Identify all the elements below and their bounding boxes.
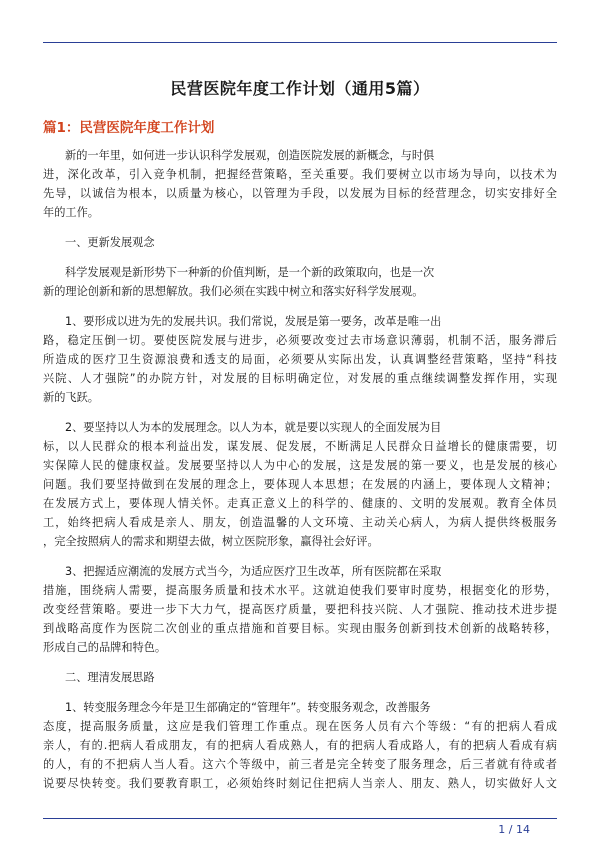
text-line: 工，始终把病人看成是亲人、朋友，创造温馨的人文环境、主动关心病人，为病人提供终极服务	[43, 516, 557, 529]
text-line: 措施，围绕病人需要，提高服务质量和技术水平。这就迫使我们要审时度势，根据变化的形势，	[43, 584, 557, 597]
text-line: 2、要坚持以人为本的发展理念。以人为本，就是要以实现人的全面发展为目	[65, 421, 442, 434]
text-line: 实保障人民的健康权益。发展要坚持以人为中心的发展，这是发展的第一要义，也是发展的核心	[43, 459, 557, 472]
text-line: 先导，以诚信为根本，以质量为核心，以管理为手段，以发展为目标的经营理念，切实安排好全	[43, 187, 557, 200]
text-line: 亲人，有的.把病人看成朋友，有的把病人看成熟人，有的把病人看成路人，有的把病人看成有病	[43, 739, 557, 752]
text-line: 形成自己的品牌和特色。	[43, 641, 167, 654]
text-line: 在发展方式上，要体现人情关怀。走真正意义上的科学的、健康的、文明的发展观。教育全体员	[43, 497, 557, 510]
page-number: 1 / 14	[498, 823, 530, 836]
text-line: 3、把握适应潮流的发展方式当今，为适应医疗卫生改革，所有医院都在采取	[65, 565, 442, 578]
text-line: ，完全按照病人的需求和期望去做，树立医院形象，赢得社会好评。	[43, 535, 379, 548]
section-heading: 篇1：民营医院年度工作计划	[43, 120, 215, 136]
text-line: 进，深化改革，引入竞争机制，把握经营策略，至关重要。我们要树立以市场为导向，以技术为	[43, 168, 557, 181]
header-rule	[43, 42, 557, 43]
text-line: 问题。我们要坚持做到在发展的理念上，要体现人本思想；在发展的内涵上，要体现人文精神；	[43, 478, 557, 491]
text-line: 说要尽快转变。我们要教育职工，必须始终时刻记住把病人当亲人、朋友、熟人，切实做好人文	[43, 777, 557, 790]
text-line: 1、转变服务理念今年是卫生部确定的“管理年”。转变服务观念，改善服务	[65, 701, 431, 714]
sub-heading-text: 一、更新发展观念	[65, 236, 155, 249]
document-body	[43, 146, 557, 793]
text-line: 标，以人民群众的根本利益出发，谋发展、促发展，不断满足人民群众日益增长的健康需要，切	[43, 440, 557, 453]
text-line: 所造成的医疗卫生资源浪费和透支的局面，必须要从实际出发，认真调整经营策略，坚持“科技	[43, 353, 557, 366]
text-line: 1、要形成以进为先的发展共识。我们常说，发展是第一要务，改革是唯一出	[65, 315, 442, 328]
text-line: 新的一年里，如何进一步认识科学发展观，创造医院发展的新概念，与时俱	[65, 149, 435, 162]
footer-rule	[43, 818, 557, 819]
text-line: 的人，有的不把病人当人看。这六个等级中，前三者是完全转变了服务理念，后三者就有待或者	[43, 758, 557, 771]
text-line: 科学发展观是新形势下一种新的价值判断，是一个新的政策取向，也是一次	[65, 266, 435, 279]
sub-heading	[43, 668, 557, 687]
text-line: 新的飞跃。	[43, 391, 99, 404]
sub-heading-text: 二、理清发展思路	[65, 671, 155, 684]
text-line: 年的工作。	[43, 206, 99, 219]
paragraph	[43, 562, 557, 657]
text-line: 改变经营策略。要进一步下大力气，提高医疗质量，要把科技兴院、人才强院、推动技术进步提	[43, 603, 557, 616]
paragraph	[43, 698, 557, 793]
paragraph	[43, 263, 557, 301]
text-line: 态度，提高服务质量，这应是我们管理工作重点。现在医务人员有六个等级：“有的把病人看成	[43, 720, 557, 733]
text-line: 路，稳定压倒一切。要使医院发展与进步，必须要改变过去市场意识薄弱，机制不活，服务滞后	[43, 334, 557, 347]
text-line: 到战略高度作为医院二次创业的重点措施和首要目标。实现由服务创新到技术创新的战略转移，	[43, 622, 557, 635]
text-line: 兴院、人才强院”的办院方针，对发展的目标明确定位，对发展的重点继续调整发挥作用，实现	[43, 372, 557, 385]
paragraph	[43, 146, 557, 222]
document-title: 民营医院年度工作计划（通用5篇）	[170, 79, 430, 98]
paragraph	[43, 312, 557, 407]
sub-heading	[43, 233, 557, 252]
paragraph	[43, 418, 557, 551]
text-line: 新的理论创新和新的思想解放。我们必须在实践中树立和落实好科学发展观。	[43, 285, 424, 298]
